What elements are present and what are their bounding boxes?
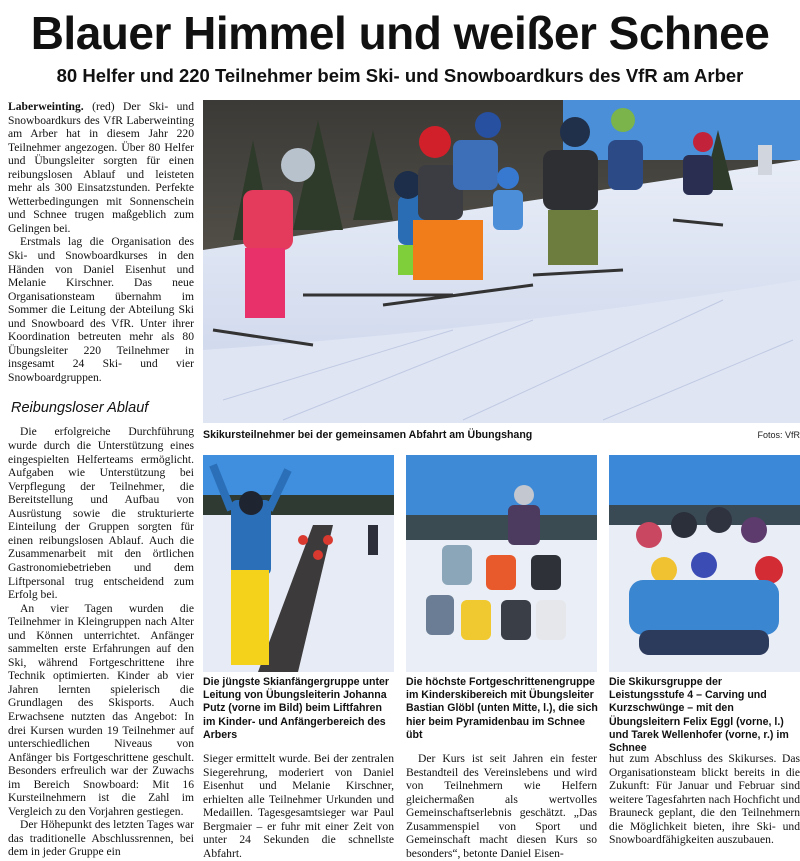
caption-beginners: Die jüngste Skianfängergruppe unter Leitung von Übungsleiterin Johanna Putz (vorne im Bild) beim Liftfahren im Kinder- und Anfängerbereich des Arbers bbox=[203, 676, 390, 741]
group-illustration bbox=[609, 455, 800, 672]
column-3-text: Der Kurs ist seit Jahren ein fester Bestandteil des Vereinslebens und wird von Teilnehmern wie Helfern gleichermaßen als wertvolles Gemeinschaftserlebnis geschätzt. „Das Zusammenspiel von Sport und Gemeinschaft macht diesen Kurs so besonders“, betonte Daniel Eisen- bbox=[406, 752, 597, 860]
photo-credit: Fotos: VfR bbox=[757, 430, 800, 440]
subheading: Reibungsloser Ablauf bbox=[11, 400, 149, 417]
caption-level4: Die Skikursgruppe der Leistungsstufe 4 – Carving und Kurzschwünge – mit den Übungsleitern Felix Eggl (vorne, l.) und Tarek Wellenhofer (vorne, r.) im Schnee bbox=[609, 676, 789, 755]
subheadline: 80 Helfer und 220 Teilnehmer beim Ski- und Snowboardkurs des VfR am Arber bbox=[56, 65, 744, 86]
main-photo-caption: Skikursteilnehmer bei der gemeinsamen Abfahrt am Übungshang bbox=[203, 429, 533, 441]
beginners-illustration bbox=[203, 455, 394, 672]
article-column-1 bbox=[8, 100, 194, 861]
pyramid-illustration bbox=[406, 455, 597, 672]
photo-level4-group bbox=[609, 455, 800, 672]
paragraph-3: Die erfolgreiche Durchführung wurde durch die Unterstützung eines eingespielten Helferteams ermöglicht. Aufgaben wie Unterstützung bei Verpflegung der Teilnehmer, die Bereitstellung und Aufbau von Ausrüstung sowie die strukturierte Einteilung der Gruppen sorgten für einen reibungslosen Ablauf. Auch die Zusammenarbeit mit den örtlichen Gastronomiebetrieben und dem Liftpersonal trug entscheidend zum Erfolg bei. bbox=[8, 425, 194, 602]
article-column-2 bbox=[203, 752, 394, 861]
paragraph-2: Erstmals lag die Organisation des Ski- und Snowboardkurses in den Händen von Daniel Eisenhut und Melanie Kirschner. Das neue Organisationsteam übernahm im Sommer die Leitung der Abteilung Ski und Snowboard des VfR. Unter ihrer Koordination betreuten mehr als 80 Übungsleiter 220 Teilnehmer in insgesamt 24 Ski- und vier Snowboardgruppen. bbox=[8, 235, 194, 384]
paragraph-4: An vier Tagen wurden die Teilnehmer in Kleingruppen nach Alter und Können unterrichtet. Anfänger sammelten erste Erfahrungen auf den Ski, während Fortgeschrittene ihre Technik optimierten. Kinder ab vier Jahren lernten spielerisch die Grundlagen des Skisports. Auch Erwachsene nutzten das Angebot: In drei Kursen wurden 19 Teilnehmer auf unterschiedlichen Niveaus von Anfänger bis Fortgeschrittene geschult. Besonders erfreulich war der Zuwachs im Bereich Snowboard: Mit 16 Kursteilnehmern ist die Zahl im Vergleich zu den Vorjahren gestiegen. bbox=[8, 601, 194, 818]
photo-advanced-pyramid bbox=[406, 455, 597, 672]
column-4-text: hut zum Abschluss des Skikurses. Das Organisationsteam blickt bereits in die Zukunft: Für Januar und Februar sind weitere Tagesfahrten nach Hochficht und Brauneck geplant, die den Teilnehmern die Möglichkeit bieten, ihre Ski- und Snowboardfähigkeiten auszubauen. bbox=[609, 752, 800, 847]
dateline: Laberweinting. bbox=[8, 100, 84, 113]
headline: Blauer Himmel und weißer Schnee bbox=[30, 7, 770, 59]
article-column-4 bbox=[609, 752, 800, 861]
paragraph-5: Der Höhepunkt des letzten Tages war das traditionelle Abschlussrennen, bei dem in jeder Gruppe ein bbox=[8, 818, 194, 859]
intro-text: (red) Der Ski- und Snowboardkurs des VfR Laberweinting am Arber hat in diesem Jahr 220 Teilnehmer angezogen. Über 80 Helfer und Übungsleiter sorgten für einen reibungslosen Ablauf und leisteten mehr als 300 Einsatzstunden. Perfekte Wetterbedingungen mit Sonnenschein und Schnee trugen maßgeblich zum Gelingen bei. bbox=[8, 100, 194, 235]
intro-paragraph bbox=[8, 100, 194, 235]
photo-beginners-lift bbox=[203, 455, 394, 672]
column-2-text: Sieger ermittelt wurde. Bei der zentralen Siegerehrung, moderiert von Daniel Eisenhut und Melanie Kirschner, erhielten alle Teilnehmer Urkunden und Medaillen. Tagesgesamtsieger war Paul Bergmaier – er fuhr mit einer Zeit von unter 24 Sekunden die schnellste Abfahrt. bbox=[203, 752, 394, 860]
ski-slope-illustration bbox=[203, 100, 800, 423]
main-photo bbox=[203, 100, 800, 423]
caption-advanced: Die höchste Fortgeschrittenengruppe im Kinderskibereich mit Übungsleiter Bastian Glöbl (unten Mitte, l.), die sich hier beim Pyramidenbau im Schnee übt bbox=[406, 676, 598, 741]
article-column-3 bbox=[406, 752, 597, 861]
